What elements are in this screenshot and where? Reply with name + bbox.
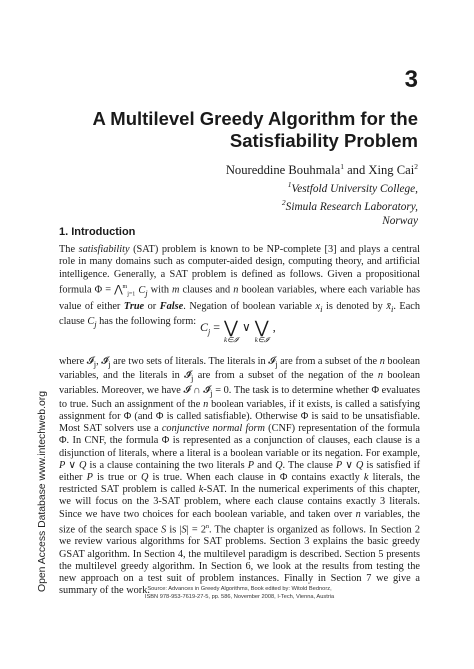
affiliation-2-country: Norway (382, 215, 418, 228)
source-line-2: ISBN 978-953-7619-27-5, pp. 586, November 2008, I-Tech, Vienna, Austria (144, 593, 335, 600)
equation-lhs: $C_j$ = (200, 320, 221, 337)
clause-equation: $C_j$ = ⋁ k∈𝓘 ∨ ⋁ k∈𝓘 , (200, 318, 276, 344)
open-access-sidebar: Open Access Database www.intechweb.org (37, 391, 48, 592)
author-1: Noureddine Bouhmala (225, 163, 341, 178)
author-names (118, 160, 418, 178)
author-2: and Xing Cai (343, 163, 415, 178)
author-2-sup: 2 (414, 162, 418, 171)
big-or-right: ⋁ k∈𝓘 (254, 318, 269, 344)
paper-title: A Multilevel Greedy Algorithm for the Satisfiability Problem (92, 108, 418, 151)
author-block (118, 160, 418, 229)
affiliation-2: $^2$Simula Research Laboratory, (281, 197, 418, 213)
source-note (59, 586, 420, 601)
big-or-left: ⋁ k∈𝓘 (224, 318, 238, 344)
section-heading: 1. Introduction (59, 226, 136, 238)
affiliation-1: $^1$Vestfold University College, (287, 179, 418, 195)
author-1-sup: 1 (340, 162, 344, 171)
source-line-1: Source: Advances in Greedy Algorithms, Book edited by: Witold Bednorz, (147, 586, 332, 592)
intro-paragraph-2: where 𝓘$_j$, $𝓘̄_j$ are two sets of literals. The literals in 𝓘$_j$ are from a subset of the n boolean variables, and the literals in $𝓘̄_j$ are from a subset of the negation of the n boolean variables. Moreover, we have 𝓘 ∩ $𝓘̄_j = 0$. The task is to determine whether Φ evaluates to true. Such an assignment of the n boolean variables, if it exists, is called a satisfying assignment for Φ (and Φ is called satisfiable). Otherwise Φ is said to be unsatisfiable. Most SAT solvers use a conjunctive normal form (CNF) representation of the formula Φ. In CNF, the formula Φ is represented as a conjunction of clauses, each clause is a disjunction of literals, where a literal is a boolean variable or its negation. For example, P ∨ Q is a clause containing the two literals P and Q. The clause P ∨ Q is satisfied if either P is true or Q is true. When each clause in Φ contains exactly k literals, the restricted SAT problem is called k-SAT. In the numerical experiments of this chapter, we will focus on the 3-SAT problem, where each clause contains exactly 3 literals. Since we have two choices for each boolean variable, and taken over n variables, the size of the search space S is $|S| = 2^n$. The chapter is organized as follows. In Section 2 we review various algorithms for SAT problems. Section 3 explains the basic greedy GSAT algorithm. In Section 4, the multilevel paradigm is described. Section 5 presents the multilevel greedy algorithm. In Section 6, we look at the results from testing the new approach on a test suit of problem instances. Finally in Section 7 we give a summary of the work. (59, 356, 421, 597)
chapter-number: 3 (404, 66, 418, 93)
intro-paragraph-1: The satisfiability (SAT) problem is known to be NP-complete [3] and plays a central role in many domains such as computer-aided design, computing theory, and artificial intelligence. Generally, a SAT problem is defined as follows. Given a propositional formula Φ = ⋀$^m_{j=1}$ $C_j$ with m clauses and n boolean variables, where each variable has value of either True or False. Negation of boolean variable $x_i$ is denoted by $x̄_i$. Each clause $C_j$ has the following form: (59, 244, 421, 329)
